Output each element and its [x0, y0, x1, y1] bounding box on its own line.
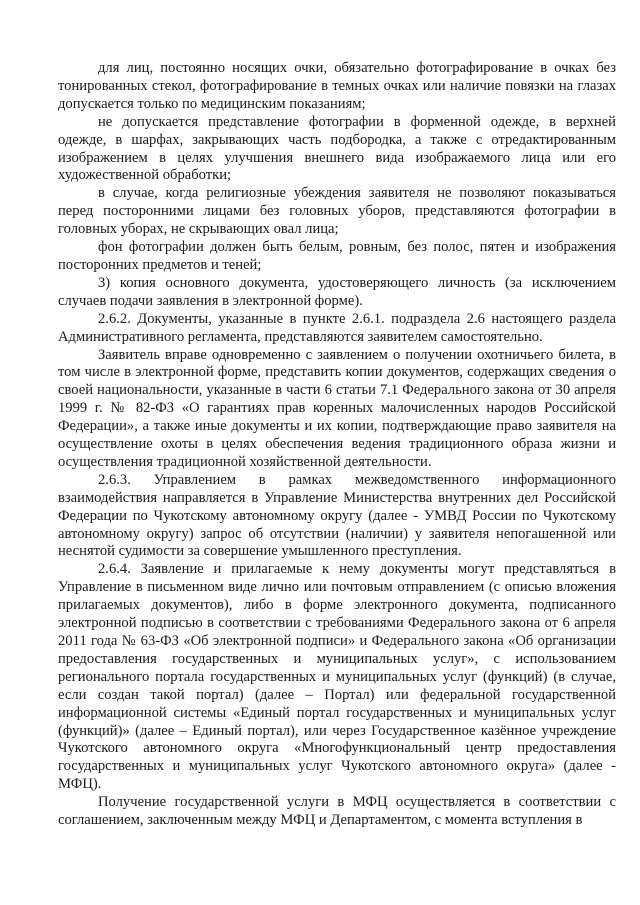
- paragraph-2-6-4: 2.6.4. Заявление и прилагаемые к нему документы могут представляться в Управление в письменном виде лично или почтовым отправлением (с описью вложения прилагаемых документов), либо в форме электронного документа, подписанного электронной подписью в соответствии с требованиями Федерального закона от 6 апреля 2011 года № 63-ФЗ «Об электронной подписи» и Федерального закона «Об организации предоставления государственных и муниципальных услуг», с использованием регионального портала государственных и муниципальных услуг (функций) (в случае, если создан такой портал) (далее – Портал) или федеральной государственной информационной системы «Единый портал государственных и муниципальных услуг (функций)» (далее – Единый портал), или через Государственное казённое учреждение Чукотского автономного округа «Многофункциональный центр предоставления государственных и муниципальных услуг Чукотского автономного округа» (далее - МФЦ).: [58, 561, 616, 793]
- paragraph-glasses-photo: для лиц, постоянно носящих очки, обязательно фотографирование в очках без тонированных стекол, фотографирование в темных очках или наличие повязки на глазах допускается только по медицинским показаниям;: [58, 60, 616, 112]
- paragraph-photo-background: фон фотографии должен быть белым, ровным, без полос, пятен и изображения посторонних предметов и теней;: [58, 239, 616, 273]
- paragraph-nationality-documents: Заявитель вправе одновременно с заявлением о получении охотничьего билета, в том числе в электронной форме, представить копии документов, содержащих сведения о своей национальности, указанные в части 6 статьи 7.1 Федерального закона от 30 апреля 1999 г. № 82-ФЗ «О гарантиях прав коренных малочисленных народов Российской Федерации», а также иные документы и их копии, подтверждающие право заявителя на осуществление охоты в целях обеспечения ведения традиционного образа жизни и осуществления традиционной хозяйственной деятельности.: [58, 346, 616, 470]
- paragraph-religious-headwear: в случае, когда религиозные убеждения заявителя не позволяют показываться перед посторонними лицами без головных уборов, представляются фотографии в головных уборах, не скрывающих овал лица;: [58, 185, 616, 238]
- paragraph-2-6-2: 2.6.2. Документы, указанные в пункте 2.6.1. подраздела 2.6 настоящего раздела Административного регламента, представляются заявителем самостоятельно.: [58, 310, 616, 345]
- paragraph-mfc-service: Получение государственной услуги в МФЦ осуществляется в соответствии с соглашением, заключенным между МФЦ и Департаментом, с момента вступления в: [58, 794, 616, 829]
- paragraph-2-6-3: 2.6.3. Управлением в рамках межведомственного информационного взаимодействия направляется в Управление Министерства внутренних дел Российской Федерации по Чукотскому автономному округу (далее - УМВД России по Чукотскому автономному округу) запрос об отсутствии (наличии) у заявителя непогашенной или неснятой судимости за совершение умышленного преступления.: [58, 471, 616, 560]
- document-body: [58, 60, 616, 830]
- paragraph-uniform-photo: не допускается представление фотографии в форменной одежде, в верхней одежде, в шарфах, закрывающих часть подбородка, а также с отредактированным изображением в целях улучшения внешнего вида изображаемого лица или его художественной обработки;: [58, 113, 616, 184]
- paragraph-identity-document-copy: 3) копия основного документа, удостоверяющего личность (за исключением случаев подачи заявления в электронной форме).: [58, 274, 616, 309]
